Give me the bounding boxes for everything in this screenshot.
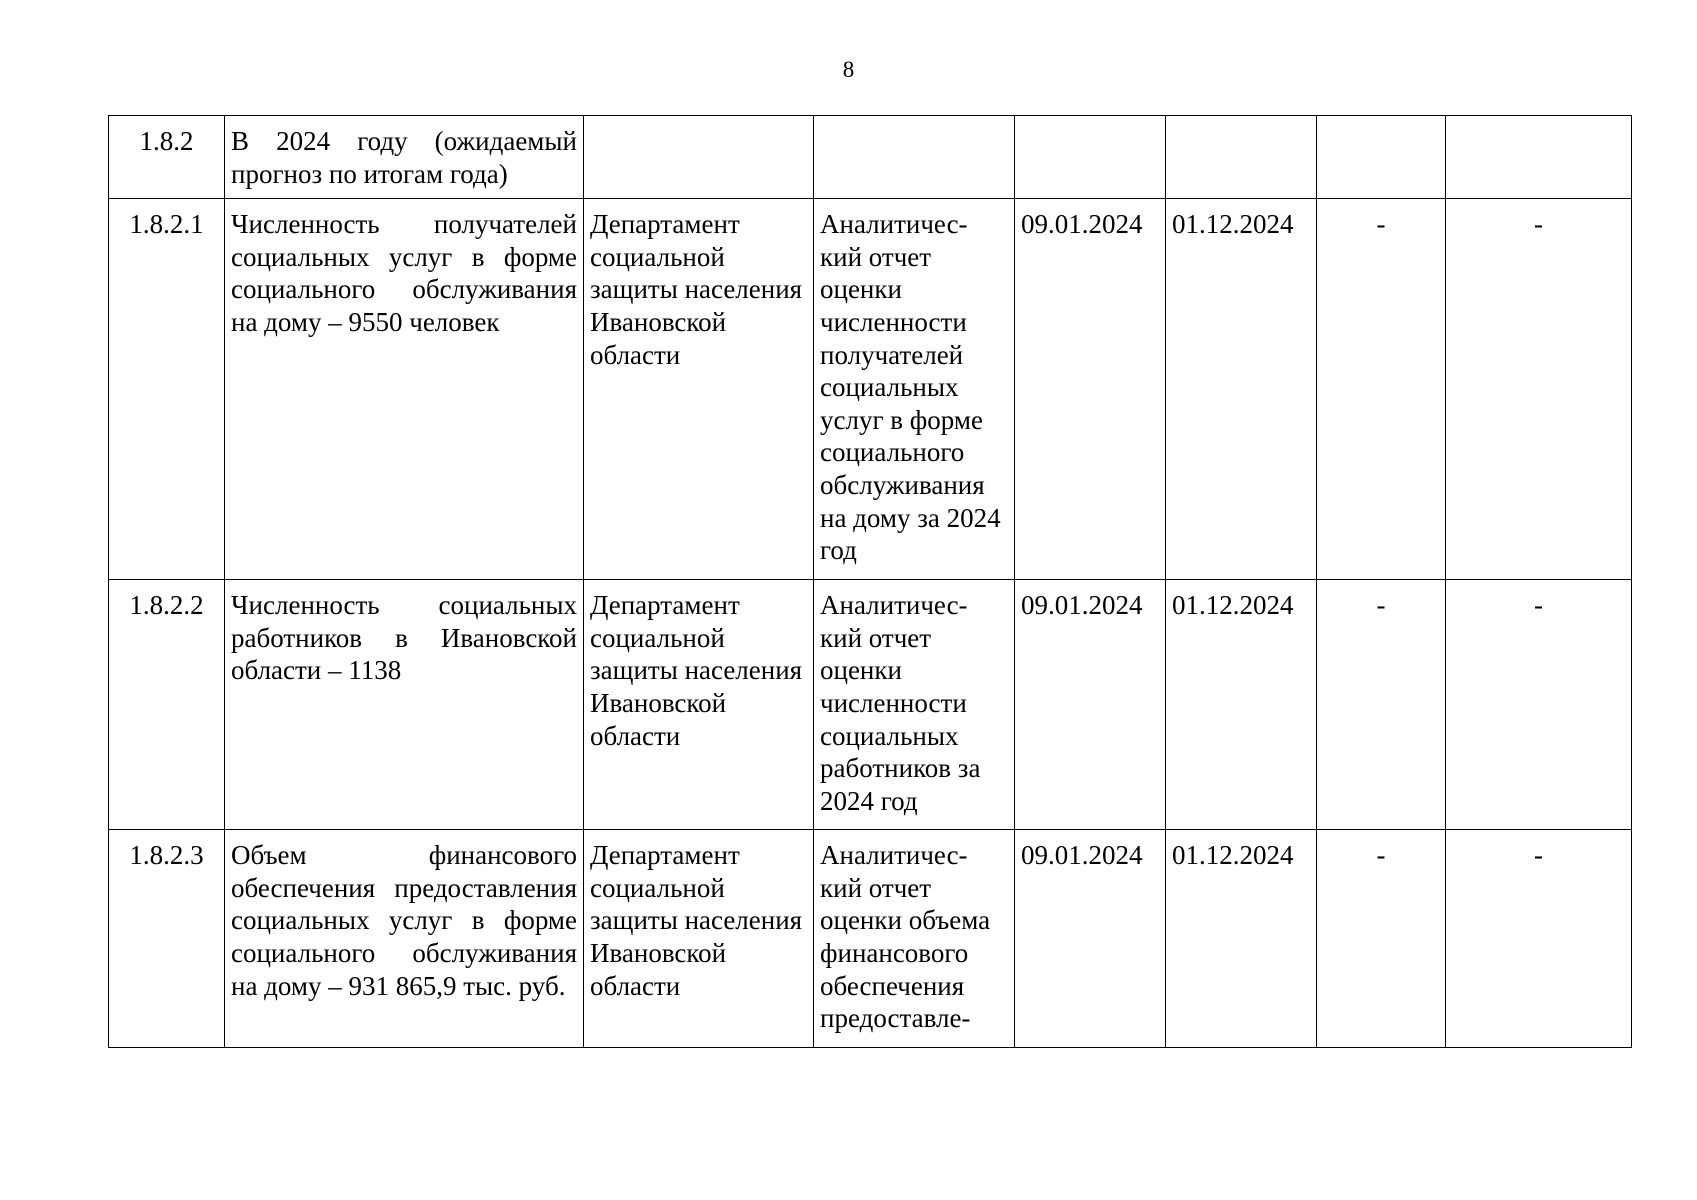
item-description: Численность получателей социальных услуг в форме социального обслуживания на дому – 9550 человек [225, 199, 584, 580]
start-date [1015, 116, 1166, 199]
item-description-text: В 2024 году (ожидаемый прогноз по итогам года) [231, 126, 577, 189]
table-row [109, 116, 1632, 199]
item-description: Объем финансового обеспечения предоставления социальных услуг в форме социального обслуживания на дому – 931 865,9 тыс. руб. [225, 830, 584, 1048]
plan-table [108, 115, 1632, 1048]
column-7-value [1317, 116, 1446, 199]
table-row [109, 199, 1632, 580]
responsible-executor: Департамент социальной защиты населения Ивановской области [584, 580, 814, 830]
column-8-value: - [1446, 830, 1632, 1048]
table-row [109, 830, 1632, 1048]
item-number: 1.8.2.1 [109, 199, 225, 580]
end-date: 01.12.2024 [1166, 199, 1317, 580]
responsible-executor: Департамент социальной защиты населения Ивановской области [584, 199, 814, 580]
end-date: 01.12.2024 [1166, 830, 1317, 1048]
result-document: Аналитичес-кий отчет оценки численности социальных работников за 2024 год [814, 580, 1015, 830]
column-7-value: - [1317, 830, 1446, 1048]
column-7-value: - [1317, 580, 1446, 830]
item-description: Численность социальных работников в Ивановской области – 1138 [225, 580, 584, 830]
page-number: 8 [842, 57, 855, 82]
item-number: 1.8.2.3 [109, 830, 225, 1048]
end-date: 01.12.2024 [1166, 580, 1317, 830]
table-row [109, 580, 1632, 830]
column-7-value: - [1317, 199, 1446, 580]
column-8-value [1446, 116, 1632, 199]
item-number: 1.8.2 [109, 116, 225, 199]
column-8-value: - [1446, 580, 1632, 830]
end-date [1166, 116, 1317, 199]
start-date: 09.01.2024 [1015, 580, 1166, 830]
start-date: 09.01.2024 [1015, 199, 1166, 580]
result-document: Аналитичес-кий отчет оценки численности получателей социальных услуг в форме социального обслуживания на дому за 2024 год [814, 199, 1015, 580]
result-document [814, 116, 1015, 199]
responsible-executor [584, 116, 814, 199]
item-description [225, 116, 584, 199]
responsible-executor: Департамент социальной защиты населения Ивановской области [584, 830, 814, 1048]
item-number: 1.8.2.2 [109, 580, 225, 830]
start-date: 09.01.2024 [1015, 830, 1166, 1048]
column-8-value: - [1446, 199, 1632, 580]
result-document: Аналитичес-кий отчет оценки объема финансового обеспечения предоставле- [814, 830, 1015, 1048]
